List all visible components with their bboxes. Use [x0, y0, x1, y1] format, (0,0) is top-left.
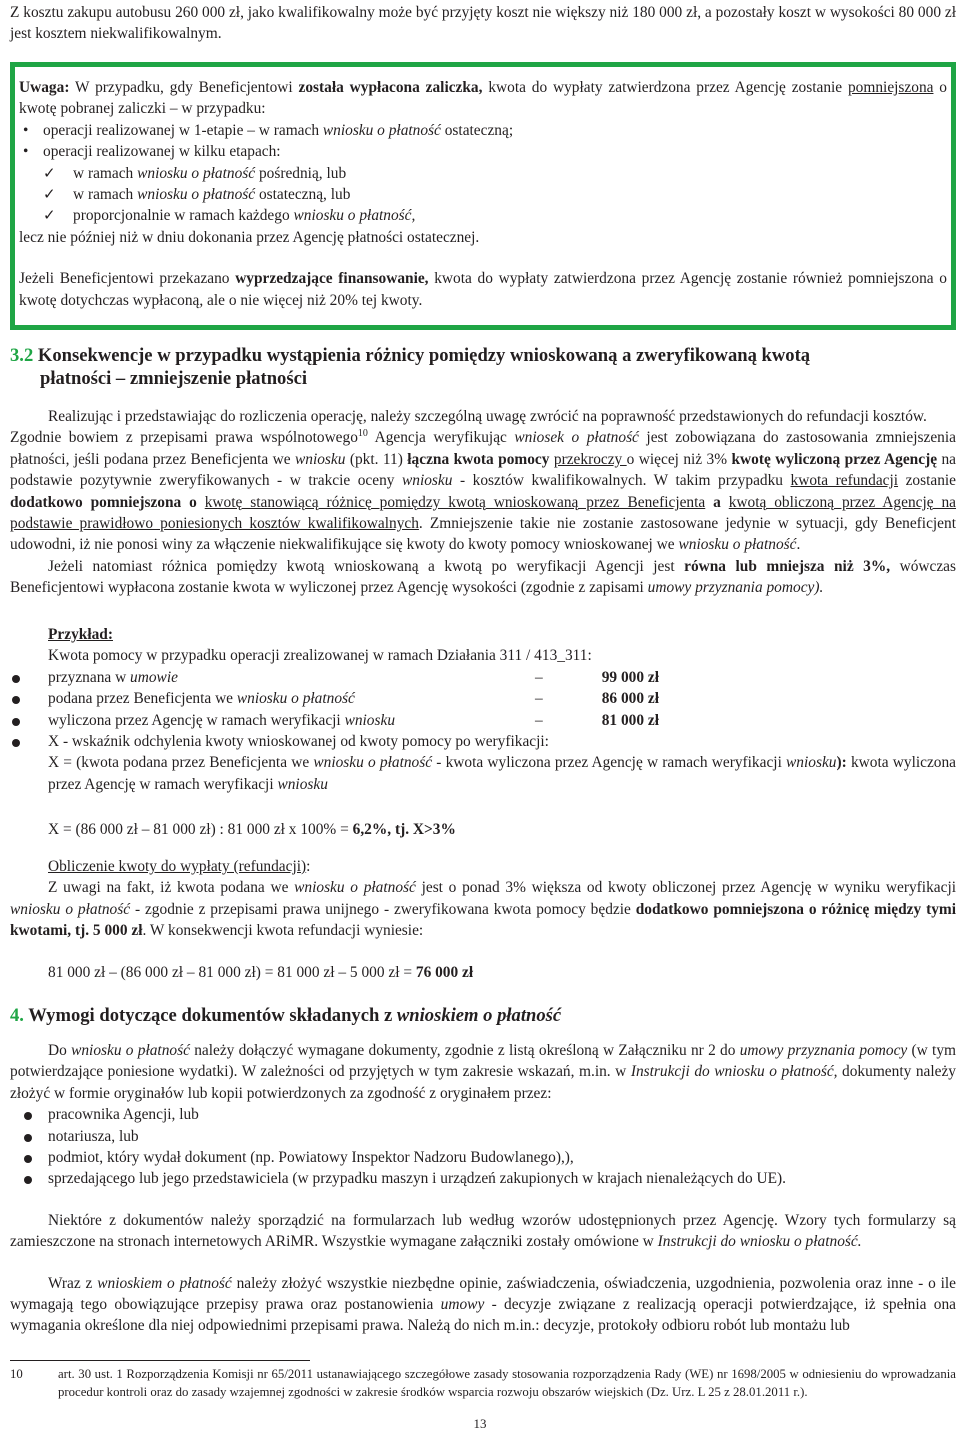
list-item: • operacji realizowanej w kilku etapach:	[19, 141, 947, 162]
paragraph: Realizując i przedstawiając do rozliczenia operację, należy szczególną uwagę zwrócić na poprawność przedstawionych do refundacji kosztów.	[48, 408, 927, 425]
section-3-2-body	[10, 406, 956, 599]
notice-box	[10, 62, 956, 330]
bullet-icon	[12, 739, 20, 747]
list-item: ✓ proporcjonalnie w ramach każdego wniosku o płatność,	[43, 205, 947, 226]
bullet-icon	[24, 1155, 32, 1163]
checkmark-list	[19, 163, 947, 227]
bullet-icon	[24, 1176, 32, 1184]
list-item: przyznana w umowie – 99 000 zł	[48, 667, 956, 688]
formula-line: X = (86 000 zł – 81 000 zł) : 81 000 zł x 100% = 6,2%, tj. X>3%	[48, 821, 456, 839]
page-number: 13	[473, 1416, 487, 1431]
paragraph: Do wniosku o płatność należy dołączyć wymagane dokumenty, zgodnie z listą określoną w Załączniku nr 2 do umowy przyznania pomocy (w tym potwierdzające poniesione wydatki). W zależności od przyjętych w tym zakresie wskazań, m.in. w Instrukcji do wniosku o płatność, dokumenty należy złożyć w formie oryginałów lub kopii potwierdzonych za zgodność z oryginałem przez:	[10, 1042, 956, 1102]
refund-calculation	[10, 856, 956, 983]
section-4-body	[10, 1040, 956, 1337]
prefinancing-paragraph: Jeżeli Beneficjentowi przekazano wyprzedzające finansowanie, kwota do wypłaty zatwierdzona przez Agencję zostanie również pomniejszona o kwotę dotychczas wypłaconą, ale o nie więcej niż 20% tej kwoty.	[19, 270, 947, 309]
paragraph: Wraz z wnioskiem o płatność należy złożyć wszystkie niezbędne opinie, zaświadczenia, oświadczenia, uzgodnienia, pozwolenia oraz inne - o ile wymagają tego obowiązujące przepisy prawa oraz postanowienia umowy - decyzje związane z realizacją operacji potwierdzające, iż spełnia ona wymagania określone dla niej odpowiednimi przepisami prawa. Należą do nich m.in.: decyzje, protokoły odbioru robót lub montażu lub	[10, 1274, 957, 1335]
example-block	[48, 624, 956, 841]
certifier-list	[10, 1104, 956, 1190]
paragraph: Jeżeli natomiast różnica pomiędzy kwotą wnioskowaną a kwotą po weryfikacji Agencji jest równa lub mniejsza niż 3%, wówczas Beneficjentowi wypłacona zostanie kwota w wyliczonej przez Agencję wysokości (zgodnie z zapisami umowy przyznania pomocy).	[10, 557, 956, 597]
bullet-icon	[24, 1112, 32, 1120]
bullet-icon	[12, 675, 20, 683]
uwaga-paragraph: Uwaga: W przypadku, gdy Beneficjentowi została wypłacona zaliczka, kwota do wypłaty zatwierdzona przez Agencję zostanie pomniejszona o kwotę pobranej zaliczki – w przypadku:	[19, 79, 948, 118]
section-heading-4: 4. Wymogi dotyczące dokumentów składanych z wnioskiem o płatność	[10, 1005, 562, 1026]
list-item: pracownika Agencji, lub	[10, 1104, 956, 1125]
paragraph: Z uwagi na fakt, iż kwota podana we wniosku o płatność jest o ponad 3% większa od kwoty obliczonej przez Agencję w wyniku weryfikacji wniosku o płatność - zgodnie z przepisami prawa unijnego - zweryfikowana kwota pomocy będzie dodatkowo pomniejszona o różnicę między tymi kwotami, tj. 5 000 zł. W konsekwencji kwota refundacji wyniesie:	[10, 879, 956, 940]
example-heading: Przykład:	[48, 626, 113, 643]
list-item: X - wskaźnik odchylenia kwoty wnioskowanej od kwoty pomocy po weryfikacji: X = (kwota podana przez Beneficjenta we wniosku o płatność - kwota wyliczona przez Agencję w ramach weryfikacji wniosku): kwota wyliczona przez Agencję w ramach weryfikacji wniosku	[48, 731, 956, 795]
list-item: notariusza, lub	[10, 1126, 956, 1147]
intro-paragraph: Z kosztu zakupu autobusu 260 000 zł, jako kwalifikowalny może być przyjęty koszt nie większy niż 180 000 zł, a pozostały koszt w wysokości 80 000 zł jest kosztem niekwalifikowalnym.	[10, 4, 956, 43]
footnote-text: art. 30 ust. 1 Rozporządzenia Komisji nr 65/2011 ustanawiającego szczegółowe zasady stosowania rozporządzenia Rady (WE) nr 1698/2005 w odniesieniu do wprowadzania procedur kontroli oraz do zasady wzajemnej zgodności w zakresie środków wsparcia rozwoju obszarów wiejskich (Dz. Urz. L 25 z 28.01.2011 r.).	[58, 1367, 956, 1399]
section-heading-3-2: 3.2 Konsekwencje w przypadku wystąpienia różnicy pomiędzy wnioskowaną a zweryfikowaną kwotą płatności – zmniejszenie płatności	[10, 345, 811, 389]
result-line: 81 000 zł – (86 000 zł – 81 000 zł) = 81 000 zł – 5 000 zł = 76 000 zł	[48, 963, 474, 981]
list-item: ✓ w ramach wniosku o płatność ostateczną, lub	[43, 184, 947, 205]
bullet-icon	[12, 696, 20, 704]
list-item: ✓ w ramach wniosku o płatność pośrednią, lub	[43, 163, 947, 184]
list-item: sprzedającego lub jego przedstawiciela (w przypadku maszyn i urządzeń zakupionych w krajach nienależących do UE).	[10, 1168, 956, 1189]
list-item: podana przez Beneficjenta we wniosku o płatność – 86 000 zł	[48, 688, 956, 709]
list-item: wyliczona przez Agencję w ramach weryfikacji wniosku – 81 000 zł	[48, 710, 956, 731]
stage-list	[19, 120, 947, 163]
calc-heading: Obliczenie kwoty do wypłaty (refundacji):	[48, 858, 311, 875]
footnote-number: 10	[10, 1367, 23, 1381]
footnote	[10, 1365, 956, 1401]
example-intro: Kwota pomocy w przypadku operacji zrealizowanej w ramach Działania 311 / 413_311:	[48, 647, 592, 665]
footnote-divider	[10, 1360, 310, 1361]
footnote-ref: 10	[357, 428, 368, 440]
bullet-icon	[12, 718, 20, 726]
bullet-icon	[24, 1134, 32, 1142]
list-item: podmiot, który wydał dokument (np. Powiatowy Inspektor Nadzoru Budowlanego),),	[10, 1147, 956, 1168]
list-item: • operacji realizowanej w 1-etapie – w ramach wniosku o płatność ostateczną;	[19, 120, 947, 141]
paragraph: Niektóre z dokumentów należy sporządzić na formularzach lub według wzorów udostępnionych przez Agencję. Wzory tych formularzy są zamieszczone na stronach internetowych ARiMR. Wszystkie wymagane załączniki zostały omówione w Instrukcji do wniosku o płatność.	[10, 1211, 956, 1251]
paragraph: Zgodnie bowiem z przepisami prawa wspólnotowego$^{10}$ Agencja weryfikując wniosek o płatność jest zobowiązana do zastosowania zmniejszenia płatności, jeśli podana przez Beneficjenta we wniosku (pkt. 11) łączna kwota pomocy przekroczy o więcej niż 3% kwotę wyliczoną przez Agencję na podstawie pozytywnie zweryfikowanych - w trakcie oceny wniosku - kosztów kwalifikowalnych. W takim przypadku kwota refundacji zostanie dodatkowo pomniejszona o kwotę stanowiącą różnicę pomiędzy kwotą wnioskowaną przez Beneficjenta a kwotą obliczoną przez Agencję na podstawie prawidłowo poniesionych kosztów kwalifikowalnych. Zmniejszenie takie nie zostanie zastosowane jedynie w sytuacji, gdy Beneficjent udowodni, iż nie ponosi winy za włączenie niekwalifikujące się kwoty do kwoty pomocy wnioskowanej we wniosku o płatność.	[10, 428, 957, 554]
example-list	[48, 667, 956, 795]
box-closing-line: lecz nie później niż w dniu dokonania przez Agencję płatności ostatecznej.	[19, 228, 480, 246]
